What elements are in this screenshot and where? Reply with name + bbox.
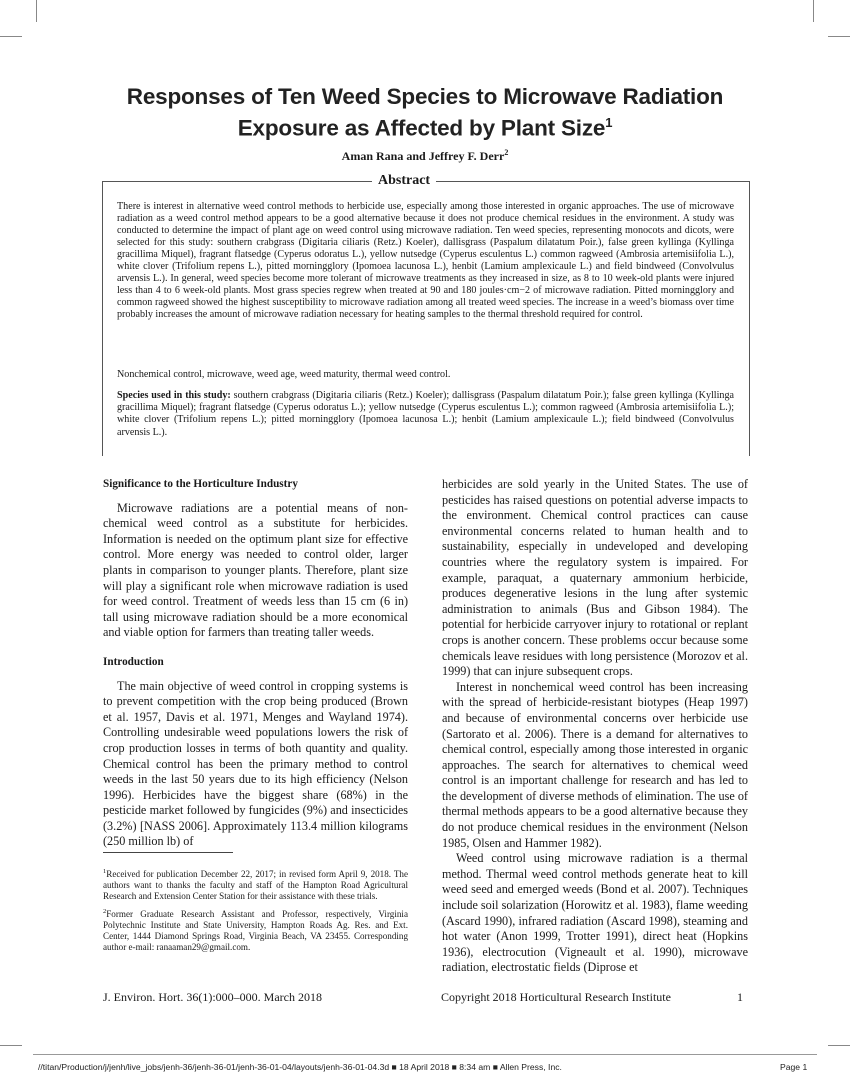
species-label: Species used in this study: (117, 390, 231, 401)
right-column (442, 477, 748, 976)
crop-mark (828, 1045, 850, 1046)
paper-title (60, 84, 790, 142)
body-paragraph: Weed control using microwave radiation is a thermal method. Thermal weed control methods generate heat to kill weed seed and emerged weeds (Bond et al. 2007). Techniques include soil solarization (Horowitz et al. 1983), flame weeding (Ascard 1990), infrared radiation (Ascard 1998), steaming and hot water (Anon 1999, Trotter 1991), direct heat (Hopkins 1936), electrocution (Vigneault et al. 1990), microwave radiation, electrostatic fields (Diprose et (442, 851, 748, 975)
species-text: southern crabgrass (Digitaria ciliaris (Retz.) Koeler); dallisgrass (Paspalum dilatatum Poir.); false green kyllinga (Kyllinga gracillima Miquel); fragrant flatsedge (Cyperus odoratus L.); yellow nutsedge (Cyperus esculentus L.); common ragweed (Ambrosia artemisiifolia L.); white clover (Trifolium repens L.); pitted morningglory (Ipomoea lacunosa L.); henbit (Lamium amplexicaule L.); field bindweed (Convolvulus arvensis L.). (117, 390, 734, 438)
crop-mark (36, 0, 37, 22)
copyright: Copyright 2018 Horticultural Research Institute (441, 990, 671, 1004)
footnote-1: $^1$Received for publication December 22, 2017; in revised form April 9, 2018. The authors want to thanks the faculty and staff of the Hampton Road Agricultural Research and Extension Center Station for their assistance with these trials. (103, 868, 408, 902)
significance-heading: Significance to the Horticulture Industry (103, 478, 298, 490)
footnote-2: $^2$Former Graduate Research Assistant and Professor, respectively, Virginia Polytechnic Institute and State University, Hampton Roads Ag. Res. and Ext. Center, 1444 Diamond Springs Road, Virginia Beach, VA 23455. Corresponding author e-mail: ranaaman29@gmail.com. (103, 907, 408, 953)
authors-footnote-marker[interactable]: 2 (504, 148, 509, 157)
footnotes (103, 866, 408, 956)
keywords: Nonchemical control, microwave, weed age, weed maturity, thermal weed control. (117, 369, 451, 380)
crop-mark (813, 0, 814, 22)
journal-citation: J. Environ. Hort. 36(1):000–000. March 2018 (103, 990, 322, 1004)
page-number: 1 (737, 990, 743, 1004)
authors: Aman Rana and Jeffrey F. Derr$^2$ (341, 148, 509, 163)
crop-mark (0, 36, 22, 37)
title-line-2: Exposure as Affected by Plant Size$^1$ (237, 115, 613, 141)
title-line-1: Responses of Ten Weed Species to Microwave Radiation (126, 84, 724, 109)
title-footnote-marker[interactable]: 1 (605, 115, 613, 130)
abstract-text (117, 201, 734, 321)
introduction-heading: Introduction (103, 655, 164, 668)
slug-page-label: Page 1 (780, 1062, 808, 1072)
introduction-text: The main objective of weed control in cropping systems is to prevent competition with the crop being produced (Brown et al. 1957, Davis et al. 1971, Menges and Wayland 1974). Controlling undesirable weed populations lowers the risk of crop production losses in terms of both quantity and quality. Chemical control has been the primary method to control weeds in the last 50 years due to its high efficiency (Nelson 1996). Herbicides have the biggest share (68%) in the pesticide market followed by fungicides (9%) and insecticides (3.2%) [NASS 2006]. Approximately 113.4 million kilograms (250 million lb) of (103, 678, 408, 849)
left-column (103, 477, 408, 850)
footnote-rule (103, 852, 233, 853)
body-paragraph: herbicides are sold yearly in the United States. The use of pesticides has raised questions on potential adverse impacts to the environment. Chemical control practices can cause environmental concerns related to human health and to sustainability, especially in undeveloped and developing countries where the regulatory system is impaired. For example, paraquat, a quaternary ammonium herbicide, produces degenerative lesions in the lung after systemic administration to animals (Bus and Gibson 1984). The potential for herbicide carryover injury to rotational or replant crops is another concern. These problems occur because some chemicals leave residues with long persistence (Morozov et al. 1999) that can injure subsequent crops. (442, 477, 748, 679)
body-paragraph: Interest in nonchemical weed control has been increasing with the spread of herbicide-resistant biotypes (Heap 1997) and because of environmental concerns over herbicide use (Sartorato et al. 2006). There is a demand for alternatives to chemical control, especially among those interested in organic approaches. The search for alternatives to chemical weed control is an important challenge for research and has led to the development of diverse methods of elimination. The use of thermal methods appears to be a good alternative because they do not produce chemical residues in the environment (Nelson 1985, Olsen and Hammer 1982). (442, 679, 748, 850)
species-list (117, 390, 734, 439)
abstract-paragraph: There is interest in alternative weed control methods to herbicide use, especially among those interested in organic approaches. The use of microwave radiation as a weed control method appears to be a good alternative because it does not produce chemical residues in the environment. A study was conducted to determine the impact of plant age on weed control using microwave radiation. Ten weed species, representing monocots and dicots, were selected for this study: southern crabgrass (Digitaria ciliaris (Retz.) Koeler), dallisgrass (Paspalum dilatatum Poir.), false green kyllinga (Kyllinga gracillima Miquel), fragrant flatsedge (Cyperus odoratus L.), yellow nutsedge (Cyperus esculentus L.) common ragweed (Ambrosia artemisiifolia L.), white clover (Trifolium repens L.), pitted morningglory (Ipomoea lacunosa L.), henbit (Lamium amplexicaule L.) and field bindweed (Convolvulus arvensis L.). In general, weed species become more tolerant of microwave treatments as they increased in size, as 8 to 10 week-old plants were injured less than 4 to 6 week-old plants. Most grass species regrew when treated at 90 and 180 joules·cm−2 of microwave radiation. Pitted morningglory and common ragweed showed the highest susceptibility to microwave radiation among all treated weed species. The increase in a weed’s biomass over time probably increases the amount of microwave radiation necessary for heating samples to the thermal threshold required for control. (117, 201, 734, 320)
crop-mark (0, 1045, 22, 1046)
crop-mark (828, 36, 850, 37)
slug-divider (33, 1054, 817, 1055)
abstract-heading: Abstract (372, 173, 436, 189)
production-slug (0, 1060, 850, 1076)
slug-info: //titan/Production/j/jenh/live_jobs/jenh-36/jenh-36-01/jenh-36-01-04/layouts/jenh-36-01-04.3d ■ 18 April 2018 ■ 8:34 am ■ Allen Press, Inc. (38, 1062, 562, 1072)
significance-text: Microwave radiations are a potential means of non-chemical weed control as a substitute for herbicides. Information is needed on the optimum plant size for effective control. More energy was needed to control older, larger plants in comparison to younger plants. Therefore, plant size will play a significant role when microwave radiation is used for weed control. Treatment of weeds less than 15 cm (6 in) tall using microwave radiation should be a more economical and viable option for farmers than treating taller weeds. (103, 500, 408, 640)
